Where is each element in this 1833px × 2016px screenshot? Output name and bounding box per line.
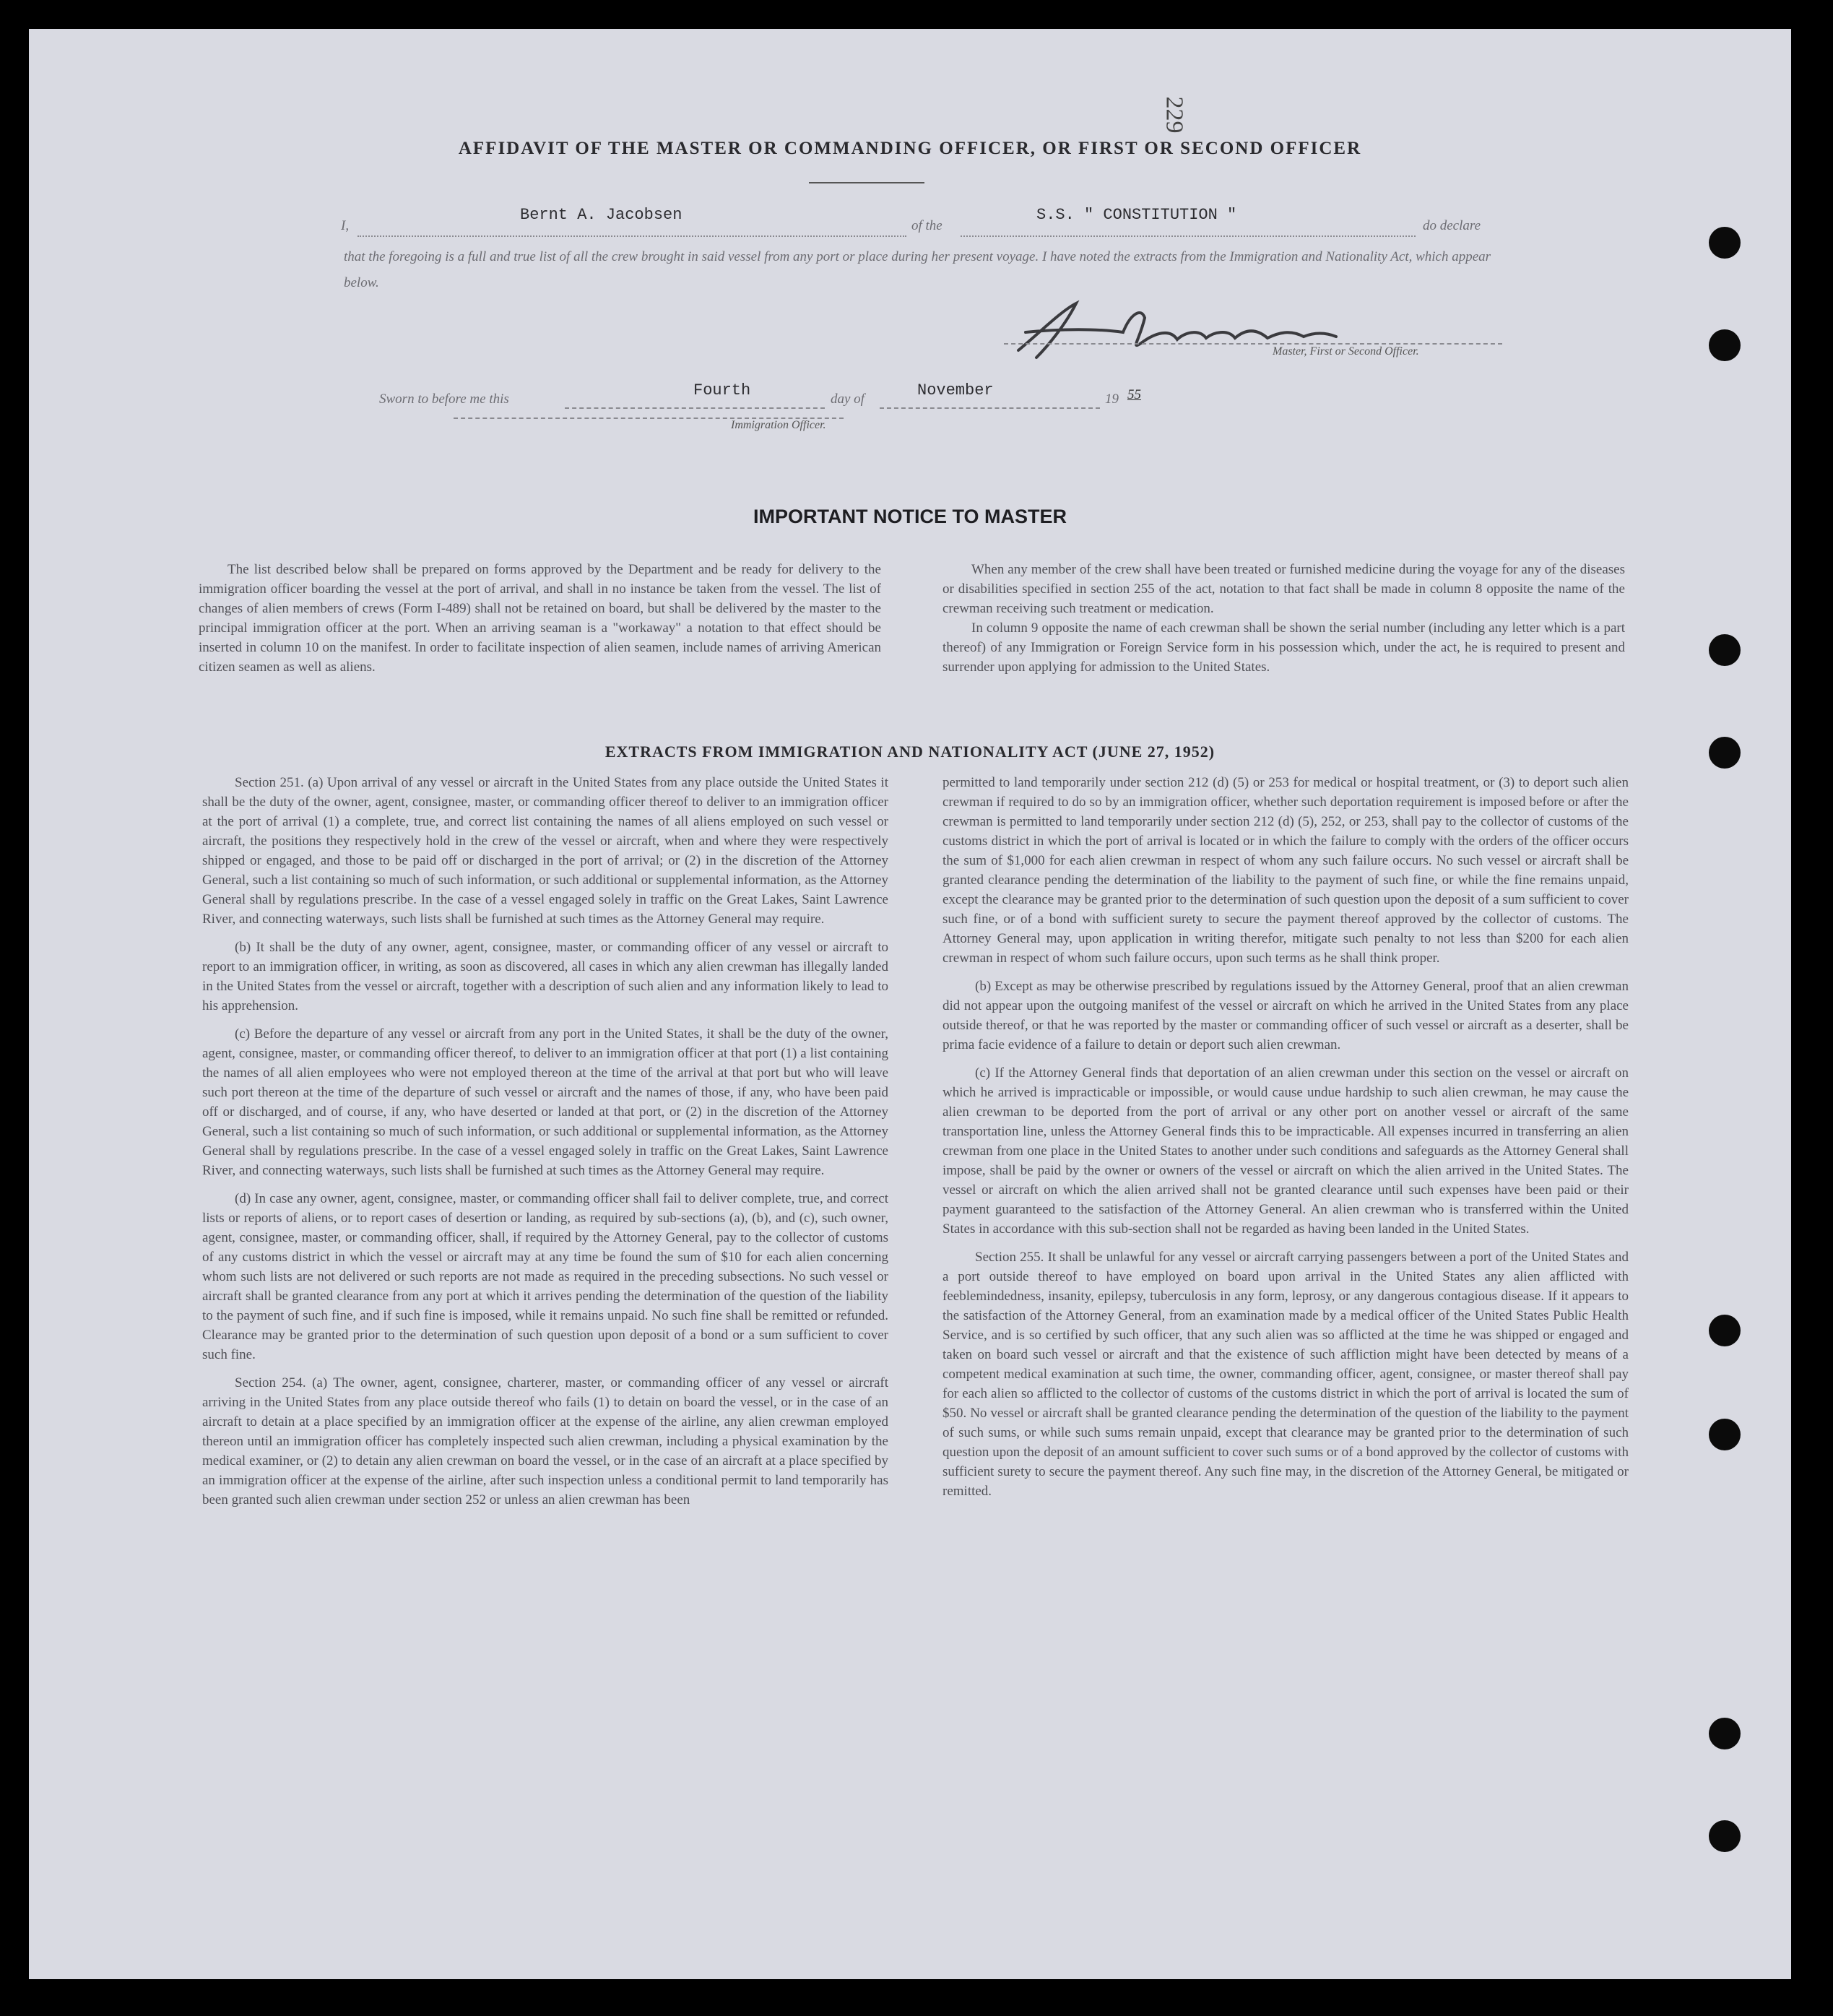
signature-line — [1004, 336, 1502, 345]
extracts-right-column — [942, 773, 1629, 1510]
section-251-c: (c) Before the departure of any vessel or aircraft from any port in the United States, it shall be the duty of the owner, agent, consignee, master, or commanding officer thereof, to deliver to an immigration officer at that port (1) a list containing the names of all alien employees who were not employed thereon at the time of the arrival at that port but who will leave such port thereon at the time of the departure of such vessel or aircraft and the names of those, if any, who have been paid off or discharged, and of course, if any, who have deserted or landed at that port, or (2) in the discretion of the Attorney General, such a list containing so much of such information, or such additional or supplemental information, as the Attorney General shall by regulations prescribe. In the case of a vessel engaged solely in traffic on the Great Lakes, Saint Lawrence River, and connecting waterways, such lists shall be furnished at such times as the Attorney General may require. — [202, 1026, 888, 1178]
section-254-c: (c) If the Attorney General finds that deportation of an alien crewman under this section on the vessel or aircraft on which he arrived is impracticable or impossible, or would cause undue hardship to such alien crewman, he may cause the alien crewman to be deported from the port of arrival or any other port on another vessel or aircraft of the same transportation line, unless the Attorney General finds this to be impracticable. All expenses incurred in transferring an alien crewman from one place in the United States to another under such conditions and safeguards as the Attorney General shall impose, shall be paid by the owner or owners of the vessel or aircraft on which the alien arrived in the United States. The vessel or aircraft on which the alien arrived shall not be granted clearance until such expenses have been paid or their payment guaranteed to the satisfaction of the Attorney General. An alien crewman who is transferred within the United States in accordance with this sub-section shall not be regarded as having been landed in the United States. — [942, 1065, 1629, 1237]
page-number: 229 — [1161, 96, 1188, 134]
sworn-day: Fourth — [693, 381, 751, 399]
section-254-a-continued: permitted to land temporarily under section 212 (d) (5) or 253 for medical or hospital treatment, or (3) to deport such alien crewman if required to do so by an immigration officer, whether such deportation requirement is imposed before or after the crewman is permitted to land temporarily under section 212 (d) (5), 252, or 253, shall pay to the collector of customs of the customs district in which the port of arrival is located or in which the failure to comply with the orders of the officer occurs the sum of $1,000 for each alien crewman in respect of whom any such failure occurs. No such vessel or aircraft shall be granted clearance pending the determination of the liability to the payment of such fine, or while the fine remains unpaid, except the clearance may be granted prior to the determination of such question upon the deposit of a sum sufficient to cover such fine, or of a bond with sufficient surety to secure the payment thereof approved by the collector of customs. The Attorney General may, upon application in writing therefor, mitigate such penalty to not less than $200 for each alien crewman in respect of whom such failure occurs, upon such terms as he shall think proper. — [942, 775, 1629, 966]
extracts-title: EXTRACTS FROM IMMIGRATION AND NATIONALITY ACT (JUNE 27, 1952) — [604, 743, 1216, 761]
section-255: Section 255. It shall be unlawful for any vessel or aircraft carrying passengers between a port of the United States and a port outside thereof to have employed on board upon arrival in the United States any alien afflicted with feeblemindedness, insanity, epilepsy, tuberculosis in any form, leprosy, or any dangerous contagious disease. If it appears to the satisfaction of the Attorney General, from an examination made by a medical officer of the United States Public Health Service, and is so certified by such officer, that any such alien was so afflicted at the time he was shipped or engaged and taken on board such vessel or aircraft and that the existence of such affliction might have been detected by means of a competent medical examination at such time, the owner, commanding officer, agent, consignee, or master thereof shall pay for each alien so afflicted to the collector of customs of the customs district in which the port of arrival is located the sum of $50. No vessel or aircraft shall be granted clearance pending the determination of the question of the liability to the payment of such sums, or while such sums remain unpaid, except that clearance may be granted prior to the determination of such question upon the deposit of an amount sufficient to cover such sums or of a bond approved by the collector of customs with sufficient surety to secure the payment thereof. Any such fine may, in the discretion of the Attorney General, be mitigated or remitted. — [942, 1250, 1629, 1499]
notice-right-paragraph-2: In column 9 opposite the name of each crewman shall be shown the serial number (including any letter which is a part thereof) of any Immigration or Foreign Service form in his possession which, under the act, he is required to present and surrender upon applying for admission to the United States. — [942, 620, 1625, 675]
extracts-left-column — [202, 773, 888, 1518]
officer-caption: Immigration Officer. — [731, 419, 826, 431]
section-254-a: Section 254. (a) The owner, agent, consignee, charterer, master, or commanding officer of any vessel or aircraft arriving in the United States from any place outside thereof who fails (1) to detain on board the vessel, or in the case of an aircraft to detain at a place specified by an immigration officer at the expense of the airline, any alien crewman employed thereon until an immigration officer has completely inspected such alien crewman, including a physical examination by the medical examiner, or (2) to detain any alien crewman on board the vessel, or in the case of an aircraft at a place specified by an immigration officer at the expense of the airline, after such inspection unless a conditional permit to land temporarily has been granted such alien crewman under section 252 or unless an alien crewman has been — [202, 1375, 888, 1507]
signature-caption: Master, First or Second Officer. — [1273, 345, 1419, 358]
do-declare-label: do declare — [1423, 218, 1481, 233]
day-of-label: day of — [831, 391, 864, 407]
section-251-b: (b) It shall be the duty of any owner, agent, consignee, master, or commanding officer of any vessel or aircraft to report to an immigration officer, in writing, as soon as discovered, all cases in which any alien crewman has illegally landed in the United States from the vessel or aircraft, together with a description of such alien and any information likely to lead to his apprehension. — [202, 940, 888, 1013]
punch-hole — [1709, 1718, 1741, 1749]
notice-left-column — [199, 560, 881, 677]
punch-hole — [1709, 329, 1741, 361]
section-254-b: (b) Except as may be otherwise prescribed by regulations issued by the Attorney General, proof that an alien crewman did not appear upon the outgoing manifest of the vessel or aircraft on which he arrived in the United States from any place outside thereof, or that he was reported by the master or commanding officer of such vessel or aircraft as a deserter, shall be prima facie evidence of a failure to detain or deport such alien crewman. — [942, 979, 1629, 1052]
officer-line — [454, 410, 844, 419]
sworn-month: November — [917, 381, 994, 399]
punch-hole — [1709, 1315, 1741, 1346]
punch-hole — [1709, 634, 1741, 666]
title-divider — [809, 182, 924, 183]
notice-right-paragraph-1: When any member of the crew shall have been treated or furnished medicine during the voyage for any of the diseases or disabilities specified in section 255 of the act, notation to that fact shall be made in column 8 opposite the name of the crewman receiving such treatment or medication. — [942, 562, 1625, 616]
declaration-body: that the foregoing is a full and true list of all the crew brought in said vessel from any port or place during her present voyage. I have noted the extracts from the Immigration and Nationality Act, which appear below. — [344, 249, 1491, 290]
punch-hole — [1709, 737, 1741, 769]
year-prefix: 19 — [1105, 391, 1119, 407]
notice-right-column — [942, 560, 1625, 677]
section-251-a: Section 251. (a) Upon arrival of any vessel or aircraft in the United States from any place outside the United States it shall be the duty of the owner, agent, consignee, master, or commanding officer thereof to deliver to an immigration officer at the port of arrival (1) a complete, true, and correct list containing the names of all aliens employed on such vessel or aircraft, the positions they respectively hold in the crew of the vessel or aircraft, when and where they were respectively shipped or engaged, and those to be paid off or discharged in the port of arrival; or (2) in the discretion of the Attorney General, such a list containing so much of such information, or such additional or supplemental information, as the Attorney General shall by regulations prescribe. In the case of a vessel engaged solely in traffic on the Great Lakes, Saint Lawrence River, and connecting waterways, such lists shall be furnished at such times as the Attorney General may require. — [202, 775, 888, 927]
sworn-prefix: Sworn to before me this — [379, 391, 509, 407]
notice-title: IMPORTANT NOTICE TO MASTER — [753, 506, 1067, 527]
vessel-name: S.S. " CONSTITUTION " — [1036, 206, 1237, 224]
affidavit-title: AFFIDAVIT OF THE MASTER OR COMMANDING OFFICER, OR FIRST OR SECOND OFFICER — [458, 139, 1362, 158]
section-251-d: (d) In case any owner, agent, consignee, master, or commanding officer shall fail to deliver complete, true, and correct lists or reports of aliens, or to report cases of desertion or landing, as required by sub-sections (a), (b), and (c), such owner, agent, consignee, master, or commanding officer, shall, if required by the Attorney General, pay to the collector of customs of any customs district in which the vessel or aircraft may at any time be found the sum of $10 for each alien concerning whom such lists are not delivered or such reports are not made as required in the preceding subsections. No such vessel or aircraft shall be granted clearance from any port at which it arrives pending the determination of the question of the liability to the payment of such fine, and if such fine is imposed, while it remains unpaid. No such fine shall be remitted or refunded. Clearance may be granted prior to the determination of such question upon deposit of a bond or a sum sufficient to cover such fine. — [202, 1191, 888, 1362]
document-page — [29, 29, 1791, 1979]
declaration-prefix: I, — [341, 218, 350, 233]
punch-hole — [1709, 1820, 1741, 1852]
punch-hole — [1709, 227, 1741, 259]
of-the-label: of the — [911, 218, 942, 233]
master-name: Bernt A. Jacobsen — [520, 206, 682, 224]
punch-hole — [1709, 1419, 1741, 1450]
year-suffix: 55 — [1127, 387, 1141, 402]
notice-left-paragraph: The list described below shall be prepared on forms approved by the Department and be ready for delivery to the immigration officer boarding the vessel at the port of arrival, and shall in no instance be taken from the vessel. The list of changes of alien members of crews (Form I-489) shall not be retained on board, but shall be delivered by the master to the principal immigration officer at the port. When an arriving seaman is a "workaway" a notation to that effect should be inserted in column 10 on the manifest. In order to facilitate inspection of alien seamen, include names of arriving American citizen seamen as well as aliens. — [199, 562, 881, 675]
